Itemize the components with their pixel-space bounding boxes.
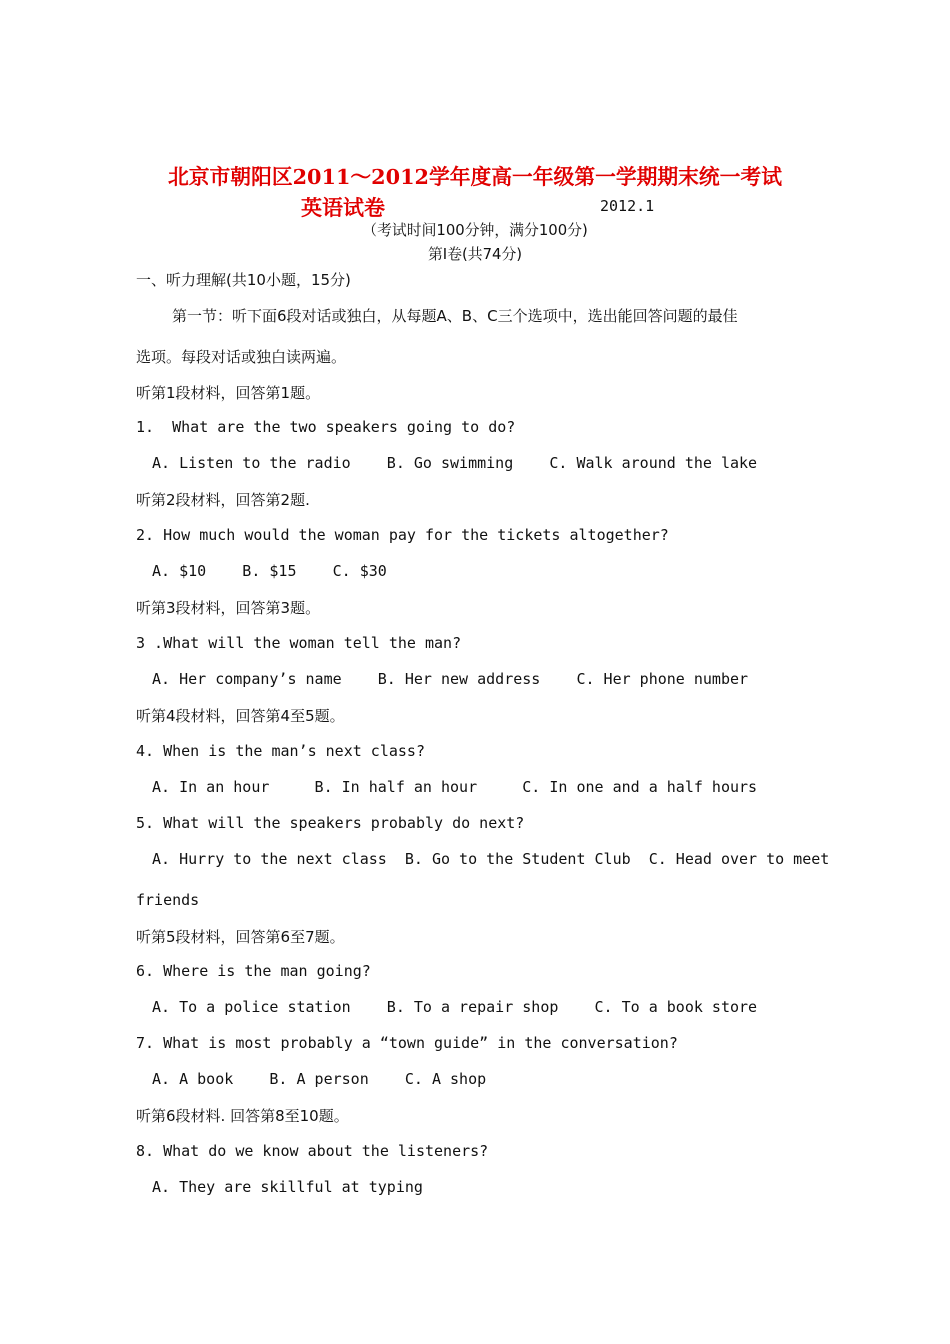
instructions-line2: 选项。每段对话或独白读两遍。 (136, 348, 347, 366)
question-5-options-continued: friends (136, 891, 200, 909)
material-6-label: 听第6段材料. 回答第8至10题。 (136, 1107, 349, 1125)
section-heading: 一、听力理解(共10小题，15分) (136, 271, 351, 289)
question-6: 6. Where is the man going? (136, 962, 371, 980)
question-2-options: A. $10 B. $15 C. $30 (152, 562, 387, 580)
question-3: 3 .What will the woman tell the man? (136, 634, 462, 652)
question-5-options: A. Hurry to the next class B. Go to the Student Club C. Head over to meet (152, 850, 830, 868)
question-4: 4. When is the man’s next class? (136, 742, 425, 760)
material-3-label: 听第3段材料，回答第3题。 (136, 599, 321, 617)
question-7: 7. What is most probably a “town guide” in the conversation? (136, 1034, 678, 1052)
exam-title-line1: 北京市朝阳区2011～2012学年度高一年级第一学期期末统一考试 (168, 164, 782, 189)
exam-date: 2012.1 (600, 197, 655, 215)
instructions-line1: 第一节：听下面6段对话或独白，从每题A、B、C三个选项中，选出能回答问题的最佳 (172, 307, 738, 325)
question-5: 5. What will the speakers probably do next? (136, 814, 525, 832)
question-1-options: A. Listen to the radio B. Go swimming C. Walk around the lake (152, 454, 758, 472)
question-6-options: A. To a police station B. To a repair shop C. To a book store (152, 998, 758, 1016)
question-1: 1. What are the two speakers going to do? (136, 418, 516, 436)
exam-title-line2: 英语试卷 (301, 195, 385, 220)
question-3-options: A. Her company’s name B. Her new address C. Her phone number (152, 670, 749, 688)
question-7-options: A. A book B. A person C. A shop (152, 1070, 487, 1088)
exam-info: （考试时间100分钟，满分100分) (362, 222, 588, 239)
question-4-options: A. In an hour B. In half an hour C. In one and a half hours (152, 778, 758, 796)
question-8-option-a: A. They are skillful at typing (152, 1178, 423, 1196)
material-5-label: 听第5段材料，回答第6至7题。 (136, 928, 345, 946)
question-2: 2. How much would the woman pay for the tickets altogether? (136, 526, 669, 544)
material-4-label: 听第4段材料，回答第4至5题。 (136, 707, 345, 725)
material-2-label: 听第2段材料，回答第2题. (136, 491, 310, 509)
volume-heading: 第Ⅰ卷(共74分) (427, 246, 523, 263)
question-8: 8. What do we know about the listeners? (136, 1142, 489, 1160)
material-1-label: 听第1段材料，回答第1题。 (136, 384, 321, 402)
